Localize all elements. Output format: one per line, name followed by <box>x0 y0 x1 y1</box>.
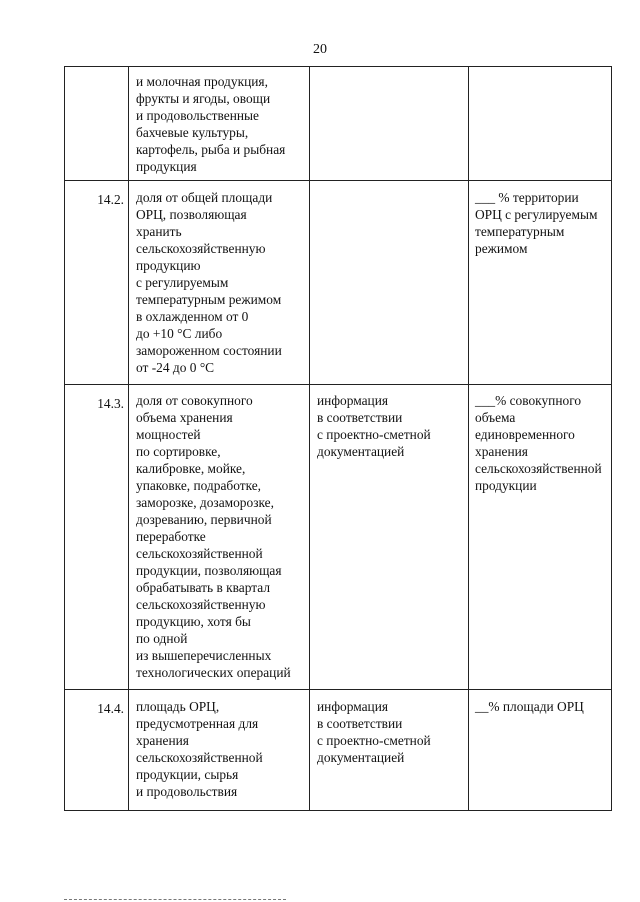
indicator-text: и молочная продукция, фрукты и ягоды, овощи и продовольственные бахчевые культуры, картофель, рыба и рыбная продукция <box>136 74 286 174</box>
value-text: __% площади ОРЦ <box>475 699 584 714</box>
indicator-cell <box>129 181 310 385</box>
table-row <box>65 181 612 385</box>
indicator-cell <box>129 690 310 811</box>
page-number: 20 <box>313 42 327 57</box>
indicator-table <box>64 66 612 811</box>
source-cell <box>310 385 469 690</box>
value-cell <box>469 690 612 811</box>
source-text: информация в соответствии с проектно-сметной документацией <box>317 393 431 459</box>
row-number-cell <box>65 67 129 181</box>
indicator-cell <box>129 67 310 181</box>
source-text: информация в соответствии с проектно-сметной документацией <box>317 699 431 765</box>
value-cell <box>469 181 612 385</box>
row-number-cell <box>65 181 129 385</box>
indicator-text: площадь ОРЦ, предусмотренная для хранения сельскохозяйственной продукции, сырья и продовольствия <box>136 699 263 799</box>
source-cell <box>310 67 469 181</box>
row-number-cell <box>65 385 129 690</box>
source-text <box>310 181 468 189</box>
table-row <box>65 67 612 181</box>
indicator-cell <box>129 385 310 690</box>
row-number: 14.3. <box>97 396 124 411</box>
value-text: ___ % территории ОРЦ с регулируемым температурным режимом <box>475 190 598 256</box>
source-text <box>310 67 468 73</box>
value-text: ___% совокупного объема единовременного хранения сельскохозяйственной продукции <box>475 393 602 493</box>
row-number: 14.4. <box>97 701 124 716</box>
row-number <box>65 67 128 77</box>
indicator-text: доля от совокупного объема хранения мощностей по сортировке, калибровке, мойке, упаковке, подработке, заморозке, дозаморозке, дозреванию, первичной переработке сельскохозяйственной продукции, позволяющая обрабатывать в квартал сельскохозяйственную продукцию, хотя бы по одной из вышеперечисленных технологических операций <box>136 393 291 680</box>
table-row <box>65 385 612 690</box>
indicator-text: доля от общей площади ОРЦ, позволяющая хранить сельскохозяйственную продукцию с регулируемым температурным режимом в охлажденном от 0 до +10 °С либо замороженном состоянии от -24 до 0 °С <box>136 190 282 375</box>
source-cell <box>310 690 469 811</box>
source-cell <box>310 181 469 385</box>
table-row <box>65 690 612 811</box>
value-cell <box>469 67 612 181</box>
value-text <box>469 67 611 73</box>
row-number: 14.2. <box>97 192 124 207</box>
row-number-cell <box>65 690 129 811</box>
value-cell <box>469 385 612 690</box>
footer-divider <box>64 899 286 900</box>
